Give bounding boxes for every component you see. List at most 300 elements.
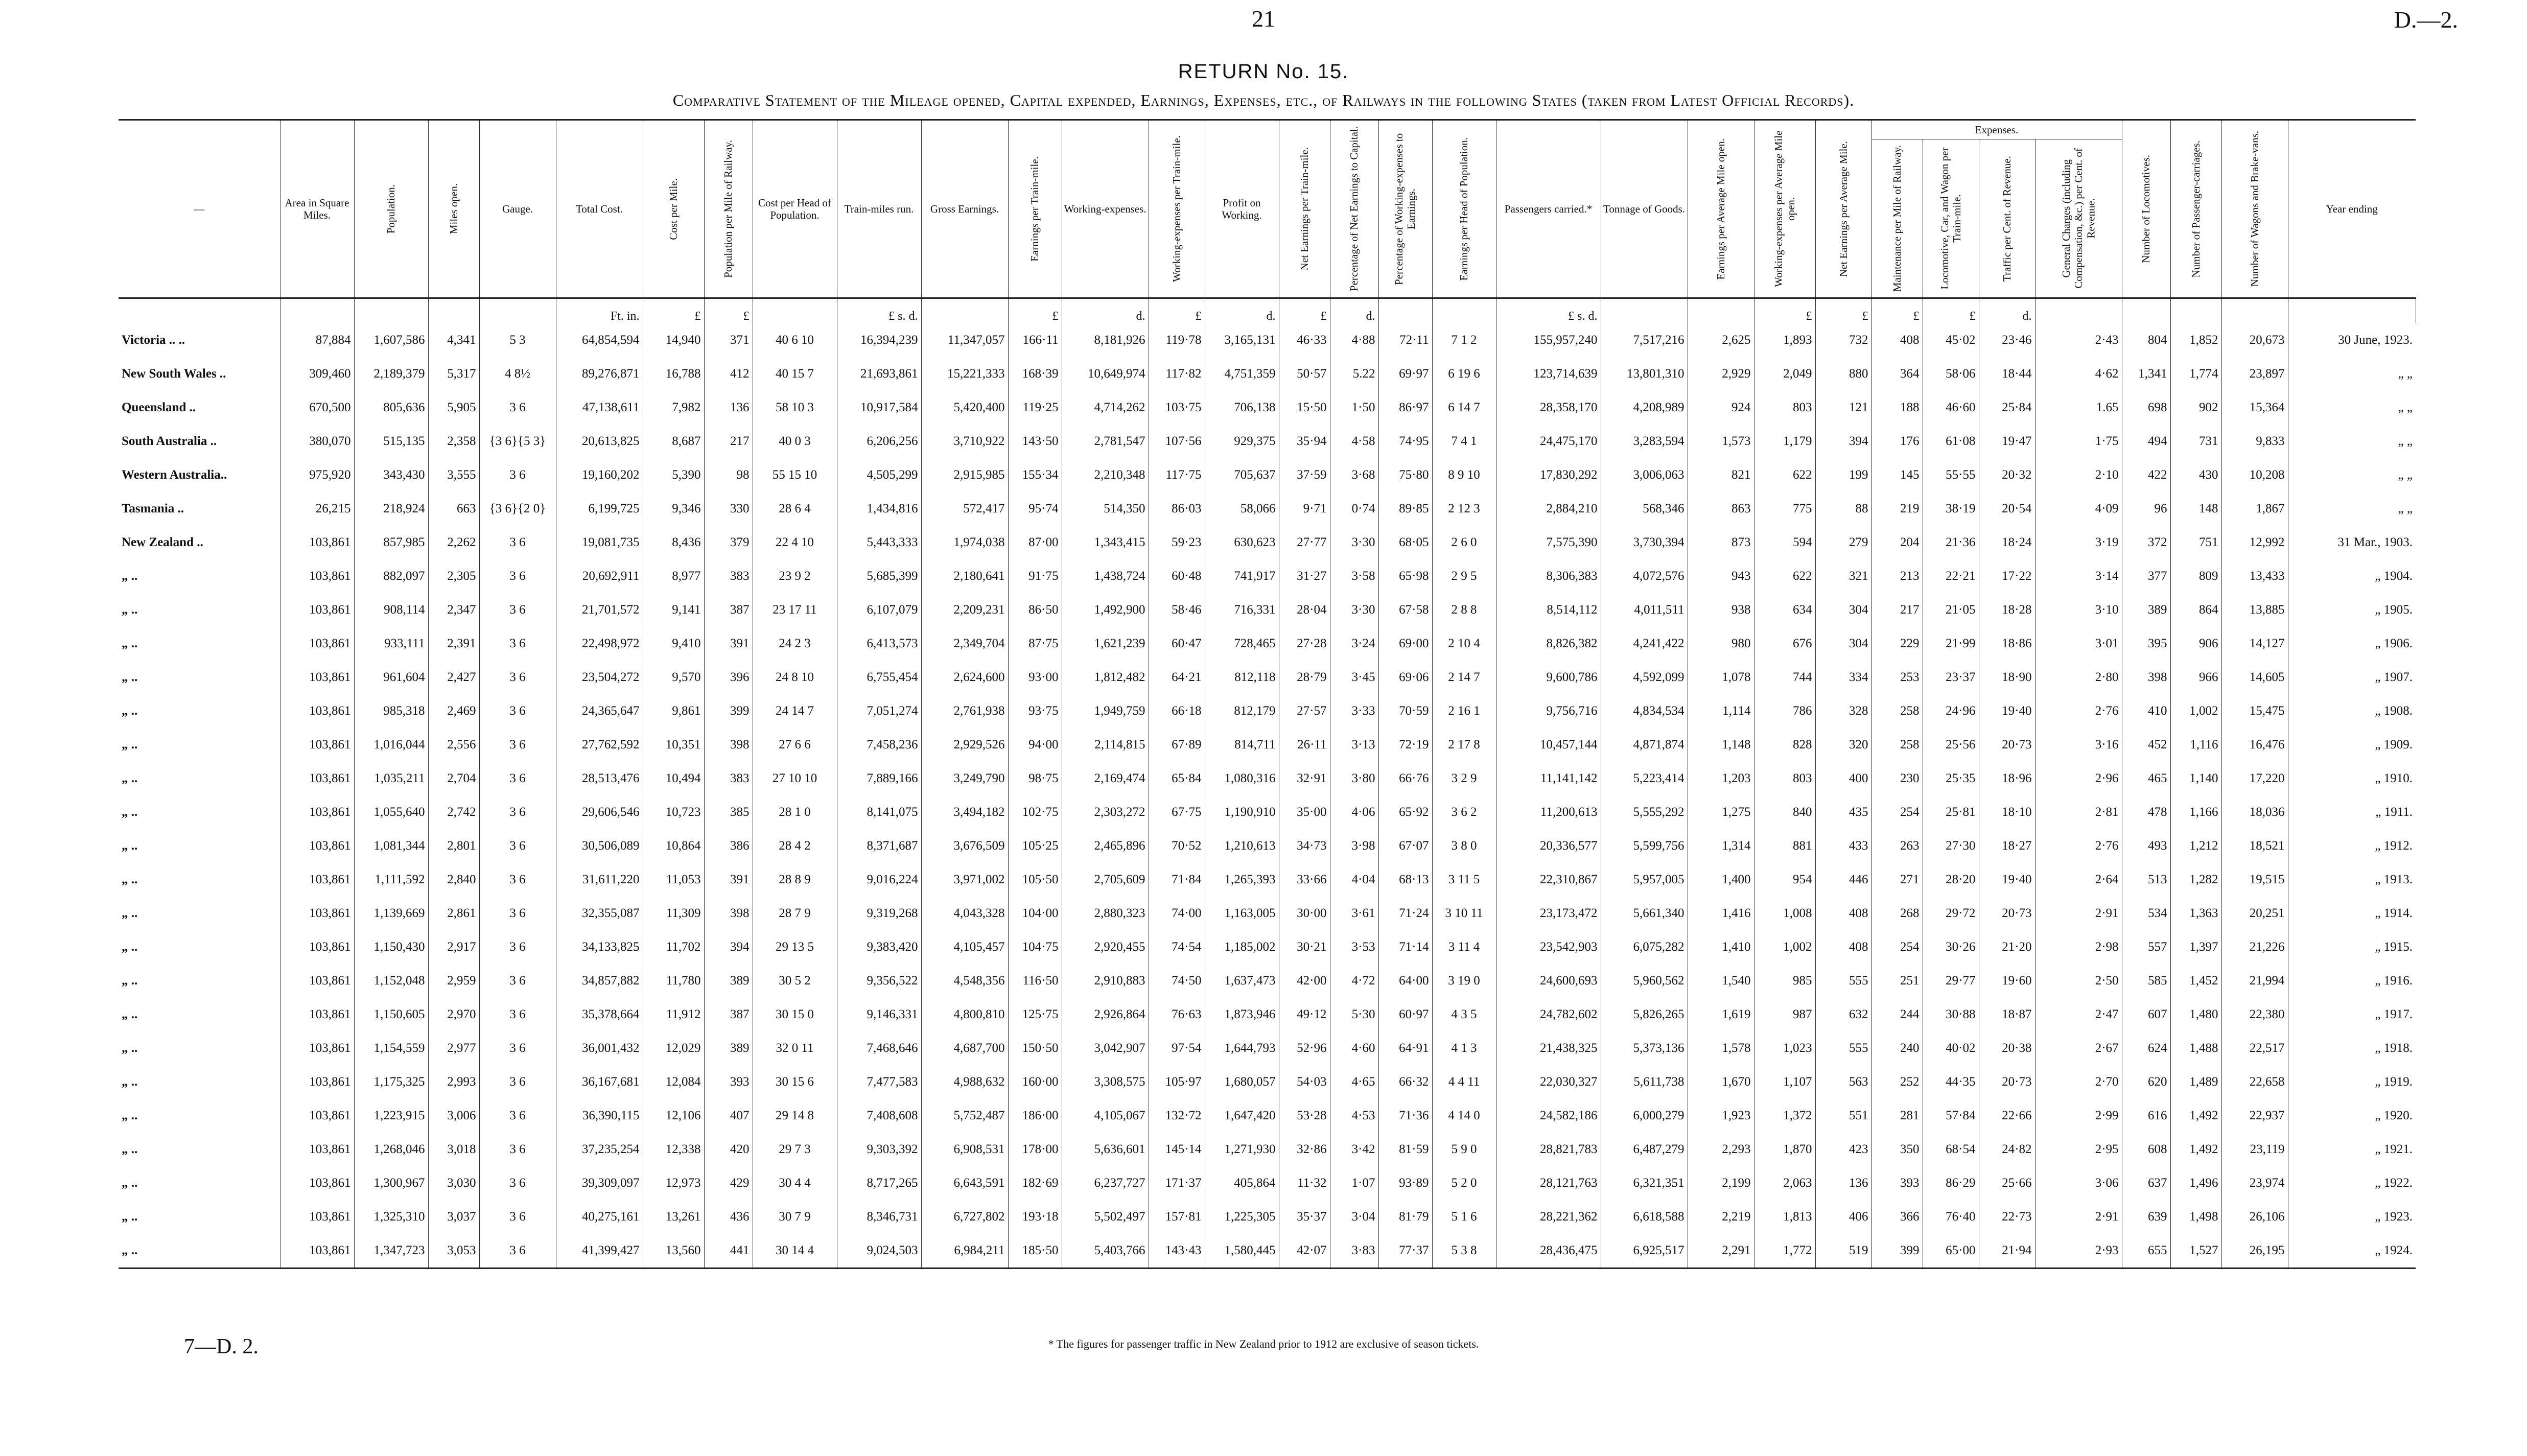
col-area: Area in Square Miles. bbox=[280, 120, 354, 298]
table-cell: 3·33 bbox=[1330, 694, 1378, 728]
table-cell: 103,861 bbox=[280, 998, 354, 1031]
table-cell: 2 10 4 bbox=[1432, 627, 1496, 661]
table-cell: 103,861 bbox=[280, 559, 354, 593]
table-cell: 607 bbox=[2122, 998, 2170, 1031]
col-earnings-per-avg-mile: Earnings per Average Mile open. bbox=[1688, 120, 1754, 298]
table-cell: 519 bbox=[1815, 1234, 1871, 1269]
table-cell: 8,371,687 bbox=[837, 829, 921, 863]
table-cell: 3 6 bbox=[479, 897, 556, 930]
table-cell: 70·52 bbox=[1149, 829, 1205, 863]
table-row bbox=[119, 1065, 2425, 1099]
table-cell: 906 bbox=[2170, 627, 2221, 661]
table-cell: 5,420,400 bbox=[921, 391, 1008, 425]
table-cell: 3,165,131 bbox=[1205, 323, 1279, 357]
state-name-cell: „ .. bbox=[122, 771, 138, 785]
table-cell: 304 bbox=[1815, 593, 1871, 627]
table-cell: 3 6 bbox=[479, 1234, 556, 1269]
table-cell: 2 14 7 bbox=[1432, 661, 1496, 694]
state-name-cell: „ .. bbox=[122, 974, 138, 988]
units-cell: £ bbox=[704, 298, 753, 324]
table-cell: 534 bbox=[2122, 897, 2170, 930]
table-cell: 1,363 bbox=[2170, 897, 2221, 930]
table-cell: 4 8½ bbox=[479, 357, 556, 391]
table-cell: 20·73 bbox=[1979, 1065, 2035, 1099]
table-cell: 7 1 2 bbox=[1432, 323, 1496, 357]
table-cell: {3 6}{2 0} bbox=[479, 492, 556, 526]
table-cell: 40·02 bbox=[1923, 1031, 1979, 1065]
table-cell: 328 bbox=[1815, 694, 1871, 728]
table-cell: 29 14 8 bbox=[753, 1099, 837, 1133]
table-cell: 7,575,390 bbox=[1496, 526, 1601, 559]
table-cell: 3,730,394 bbox=[1601, 526, 1688, 559]
table-cell: 3,676,509 bbox=[921, 829, 1008, 863]
table-cell: 943 bbox=[1688, 559, 1754, 593]
table-cell: 383 bbox=[704, 762, 753, 795]
table-row bbox=[119, 1099, 2425, 1133]
table-cell: 21,994 bbox=[2221, 964, 2288, 998]
col-locomotive-car-wagon: Locomotive, Car, and Wagon per Train-mile. bbox=[1923, 139, 1979, 298]
table-cell: 412 bbox=[704, 357, 753, 391]
table-cell: 5 1 6 bbox=[1432, 1200, 1496, 1234]
table-cell: 22,517 bbox=[2221, 1031, 2288, 1065]
table-row bbox=[119, 492, 2425, 526]
col-population-per-mile: Population per Mile of Railway. bbox=[704, 120, 753, 298]
table-cell: 10,208 bbox=[2221, 458, 2288, 492]
table-cell: 119·78 bbox=[1149, 323, 1205, 357]
table-cell: 655 bbox=[2122, 1234, 2170, 1269]
table-cell: 1,489 bbox=[2170, 1065, 2221, 1099]
table-row bbox=[119, 829, 2425, 863]
table-cell: 398 bbox=[704, 728, 753, 762]
table-cell: 24,600,693 bbox=[1496, 964, 1601, 998]
table-cell: 2,465,896 bbox=[1062, 829, 1149, 863]
table-cell: 21·99 bbox=[1923, 627, 1979, 661]
table-cell: 271 bbox=[1871, 863, 1923, 897]
table-cell: 38·19 bbox=[1923, 492, 1979, 526]
table-cell: 343,430 bbox=[354, 458, 428, 492]
table-cell: 391 bbox=[704, 863, 753, 897]
table-cell: 21,226 bbox=[2221, 930, 2288, 964]
table-cell: 263 bbox=[1871, 829, 1923, 863]
table-cell: 389 bbox=[704, 964, 753, 998]
table-cell: 13,433 bbox=[2221, 559, 2288, 593]
table-cell: 119·25 bbox=[1008, 391, 1062, 425]
table-cell: 71·24 bbox=[1378, 897, 1432, 930]
table-cell: 478 bbox=[2122, 795, 2170, 829]
table-cell: 371 bbox=[704, 323, 753, 357]
table-cell: 716,331 bbox=[1205, 593, 1279, 627]
table-cell: 3,971,002 bbox=[921, 863, 1008, 897]
table-cell: 399 bbox=[1871, 1234, 1923, 1269]
units-cell bbox=[1688, 298, 1754, 324]
year-ending-cell: „ 1918. bbox=[2288, 1031, 2416, 1065]
table-cell: 136 bbox=[1815, 1166, 1871, 1200]
table-cell: 961,604 bbox=[354, 661, 428, 694]
table-cell: 29,606,546 bbox=[556, 795, 643, 829]
table-cell: 6,237,727 bbox=[1062, 1166, 1149, 1200]
table-cell: 104·00 bbox=[1008, 897, 1062, 930]
table-cell: 1,867 bbox=[2221, 492, 2288, 526]
table-cell: 27·77 bbox=[1279, 526, 1330, 559]
table-cell: 5,223,414 bbox=[1601, 762, 1688, 795]
table-cell: 2,427 bbox=[428, 661, 479, 694]
table-cell: 2,742 bbox=[428, 795, 479, 829]
table-cell: 155,957,240 bbox=[1496, 323, 1601, 357]
table-cell: 21,701,572 bbox=[556, 593, 643, 627]
table-cell: 57·84 bbox=[1923, 1099, 1979, 1133]
table-cell: 2,624,600 bbox=[921, 661, 1008, 694]
year-ending-cell: „ 1907. bbox=[2288, 661, 2416, 694]
table-cell: 3 6 bbox=[479, 1065, 556, 1099]
table-cell: 28,358,170 bbox=[1496, 391, 1601, 425]
table-cell: 1,637,473 bbox=[1205, 964, 1279, 998]
table-cell: 45·02 bbox=[1923, 323, 1979, 357]
table-cell: 107·56 bbox=[1149, 425, 1205, 458]
table-cell: 11,912 bbox=[643, 998, 704, 1031]
table-cell: 20,673 bbox=[2221, 323, 2288, 357]
table-cell: 5,960,562 bbox=[1601, 964, 1688, 998]
table-cell: 21,438,325 bbox=[1496, 1031, 1601, 1065]
table-cell: 44·35 bbox=[1923, 1065, 1979, 1099]
table-cell: 7 4 1 bbox=[1432, 425, 1496, 458]
table-cell: 91·75 bbox=[1008, 559, 1062, 593]
table-cell: 31·27 bbox=[1279, 559, 1330, 593]
table-cell: 1,023 bbox=[1754, 1031, 1815, 1065]
table-cell: 64,854,594 bbox=[556, 323, 643, 357]
table-cell: 35·37 bbox=[1279, 1200, 1330, 1234]
table-cell: 364 bbox=[1871, 357, 1923, 391]
table-cell: 94·00 bbox=[1008, 728, 1062, 762]
table-cell: 975,920 bbox=[280, 458, 354, 492]
table-cell: 555 bbox=[1815, 964, 1871, 998]
table-cell: 4,592,099 bbox=[1601, 661, 1688, 694]
table-cell: 3,037 bbox=[428, 1200, 479, 1234]
table-row bbox=[119, 559, 2425, 593]
table-cell: 18,521 bbox=[2221, 829, 2288, 863]
table-cell: 880 bbox=[1815, 357, 1871, 391]
table-cell: 1,434,816 bbox=[837, 492, 921, 526]
table-cell: 1·07 bbox=[1330, 1166, 1378, 1200]
table-cell: 1,275 bbox=[1688, 795, 1754, 829]
table-cell: 394 bbox=[1815, 425, 1871, 458]
table-cell: 16,788 bbox=[643, 357, 704, 391]
table-cell: 585 bbox=[2122, 964, 2170, 998]
table-cell: 5 9 0 bbox=[1432, 1133, 1496, 1166]
table-cell: 1,812,482 bbox=[1062, 661, 1149, 694]
table-cell: 143·43 bbox=[1149, 1234, 1205, 1269]
table-cell: 20,251 bbox=[2221, 897, 2288, 930]
table-row bbox=[119, 1234, 2425, 1269]
table-cell: 572,417 bbox=[921, 492, 1008, 526]
table-cell: 1,492 bbox=[2170, 1099, 2221, 1133]
table-cell: 86·29 bbox=[1923, 1166, 1979, 1200]
table-cell: 9,410 bbox=[643, 627, 704, 661]
table-cell: 25·56 bbox=[1923, 728, 1979, 762]
table-cell: 809 bbox=[2170, 559, 2221, 593]
table-cell: 3·16 bbox=[2035, 728, 2122, 762]
table-cell: 26,106 bbox=[2221, 1200, 2288, 1234]
table-cell: 217 bbox=[1871, 593, 1923, 627]
table-cell: 15·50 bbox=[1279, 391, 1330, 425]
table-cell: 6,487,279 bbox=[1601, 1133, 1688, 1166]
table-cell: 4·58 bbox=[1330, 425, 1378, 458]
table-cell: 7,458,236 bbox=[837, 728, 921, 762]
table-cell: 624 bbox=[2122, 1031, 2170, 1065]
table-cell: 24,582,186 bbox=[1496, 1099, 1601, 1133]
table-cell: 1,527 bbox=[2170, 1234, 2221, 1269]
table-cell: 20·73 bbox=[1979, 897, 2035, 930]
col-wagons: Number of Wagons and Brake-vans. bbox=[2221, 120, 2288, 298]
table-cell: 1.65 bbox=[2035, 391, 2122, 425]
table-cell: 10,723 bbox=[643, 795, 704, 829]
table-row bbox=[119, 661, 2425, 694]
table-cell: 396 bbox=[704, 661, 753, 694]
table-cell: 1,488 bbox=[2170, 1031, 2221, 1065]
state-name-cell: „ .. bbox=[122, 839, 138, 853]
table-cell: 176 bbox=[1871, 425, 1923, 458]
table-cell: 6 14 7 bbox=[1432, 391, 1496, 425]
table-cell: 18·28 bbox=[1979, 593, 2035, 627]
table-cell: 493 bbox=[2122, 829, 2170, 863]
table-cell: 58·46 bbox=[1149, 593, 1205, 627]
table-cell: 2,970 bbox=[428, 998, 479, 1031]
table-cell: 5,390 bbox=[643, 458, 704, 492]
table-row bbox=[119, 593, 2425, 627]
table-cell: 864 bbox=[2170, 593, 2221, 627]
year-ending-cell: „ 1916. bbox=[2288, 964, 2416, 998]
units-cell: d. bbox=[1330, 298, 1378, 324]
table-cell: 49·12 bbox=[1279, 998, 1330, 1031]
table-cell: 74·95 bbox=[1378, 425, 1432, 458]
table-cell: 3 6 bbox=[479, 930, 556, 964]
state-name-cell: „ .. bbox=[122, 603, 138, 617]
table-cell: 8 9 10 bbox=[1432, 458, 1496, 492]
table-cell: 2,959 bbox=[428, 964, 479, 998]
table-cell: 8,181,926 bbox=[1062, 323, 1149, 357]
table-cell: 20,336,577 bbox=[1496, 829, 1601, 863]
units-row bbox=[119, 298, 2425, 324]
table-cell: 1·50 bbox=[1330, 391, 1378, 425]
table-cell: 74·54 bbox=[1149, 930, 1205, 964]
state-name-cell: „ .. bbox=[122, 569, 138, 583]
table-cell: 71·14 bbox=[1378, 930, 1432, 964]
table-cell: 88 bbox=[1815, 492, 1871, 526]
table-cell: 387 bbox=[704, 593, 753, 627]
table-cell: 15,475 bbox=[2221, 694, 2288, 728]
table-cell: 3 6 bbox=[479, 762, 556, 795]
table-cell: 24,782,602 bbox=[1496, 998, 1601, 1031]
table-cell: 199 bbox=[1815, 458, 1871, 492]
table-cell: 103,861 bbox=[280, 593, 354, 627]
table-cell: 230 bbox=[1871, 762, 1923, 795]
table-cell: 805,636 bbox=[354, 391, 428, 425]
year-ending-cell: „ „ bbox=[2288, 425, 2416, 458]
table-cell: 75·80 bbox=[1378, 458, 1432, 492]
table-cell: 1,185,002 bbox=[1205, 930, 1279, 964]
table-cell: 1,080,316 bbox=[1205, 762, 1279, 795]
table-cell: 386 bbox=[704, 829, 753, 863]
table-cell: 76·40 bbox=[1923, 1200, 1979, 1234]
table-cell: 2·81 bbox=[2035, 795, 2122, 829]
table-cell: 1,372 bbox=[1754, 1099, 1815, 1133]
table-cell: 27 6 6 bbox=[753, 728, 837, 762]
table-cell: 258 bbox=[1871, 728, 1923, 762]
table-cell: 30·00 bbox=[1279, 897, 1330, 930]
year-ending-cell: „ 1914. bbox=[2288, 897, 2416, 930]
table-cell: 1,438,724 bbox=[1062, 559, 1149, 593]
state-name-cell: „ .. bbox=[122, 670, 138, 684]
table-cell: 35·94 bbox=[1279, 425, 1330, 458]
table-cell: 2,926,864 bbox=[1062, 998, 1149, 1031]
table-cell: 3·68 bbox=[1330, 458, 1378, 492]
table-cell: 145 bbox=[1871, 458, 1923, 492]
table-cell: 12,992 bbox=[2221, 526, 2288, 559]
table-cell: 23 17 11 bbox=[753, 593, 837, 627]
table-cell: 117·82 bbox=[1149, 357, 1205, 391]
table-cell: 103,861 bbox=[280, 795, 354, 829]
table-cell: 103,861 bbox=[280, 1200, 354, 1234]
table-cell: 985,318 bbox=[354, 694, 428, 728]
table-cell: 1,265,393 bbox=[1205, 863, 1279, 897]
table-cell: 2,977 bbox=[428, 1031, 479, 1065]
table-cell: 2,169,474 bbox=[1062, 762, 1149, 795]
units-cell bbox=[2122, 298, 2170, 324]
table-cell: 39,309,097 bbox=[556, 1166, 643, 1200]
table-cell: 17·22 bbox=[1979, 559, 2035, 593]
table-cell: 30·26 bbox=[1923, 930, 1979, 964]
table-cell: 27·30 bbox=[1923, 829, 1979, 863]
table-cell: 304 bbox=[1815, 627, 1871, 661]
units-cell: £ bbox=[1008, 298, 1062, 324]
table-cell: 2,293 bbox=[1688, 1133, 1754, 1166]
table-cell: 4 14 0 bbox=[1432, 1099, 1496, 1133]
table-row bbox=[119, 863, 2425, 897]
table-cell: 12,084 bbox=[643, 1065, 704, 1099]
table-cell: 30 15 0 bbox=[753, 998, 837, 1031]
table-cell: 2,761,938 bbox=[921, 694, 1008, 728]
table-cell: 229 bbox=[1871, 627, 1923, 661]
year-ending-cell: „ 1919. bbox=[2288, 1065, 2416, 1099]
table-cell: 5,905 bbox=[428, 391, 479, 425]
table-cell: 908,114 bbox=[354, 593, 428, 627]
table-cell: 26·11 bbox=[1279, 728, 1330, 762]
table-cell: 3 6 bbox=[479, 1099, 556, 1133]
table-cell: 28 7 9 bbox=[753, 897, 837, 930]
table-cell: 698 bbox=[2122, 391, 2170, 425]
table-cell: 637 bbox=[2122, 1166, 2170, 1200]
table-cell: 103,861 bbox=[280, 897, 354, 930]
table-cell: 2,884,210 bbox=[1496, 492, 1601, 526]
table-cell: 103,861 bbox=[280, 1065, 354, 1099]
table-cell: 18,036 bbox=[2221, 795, 2288, 829]
table-cell: 46·60 bbox=[1923, 391, 1979, 425]
table-cell: 14,605 bbox=[2221, 661, 2288, 694]
table-cell: 96 bbox=[2122, 492, 2170, 526]
table-cell: 4 4 11 bbox=[1432, 1065, 1496, 1099]
table-cell: 1,573 bbox=[1688, 425, 1754, 458]
table-cell: 1,314 bbox=[1688, 829, 1754, 863]
table-cell: 1,923 bbox=[1688, 1099, 1754, 1133]
table-cell: 22,498,972 bbox=[556, 627, 643, 661]
table-row bbox=[119, 425, 2425, 458]
table-cell: 2 8 8 bbox=[1432, 593, 1496, 627]
table-cell: 19·60 bbox=[1979, 964, 2035, 998]
table-cell: 34,133,825 bbox=[556, 930, 643, 964]
table-cell: 240 bbox=[1871, 1031, 1923, 1065]
table-cell: 3·01 bbox=[2035, 627, 2122, 661]
table-cell: 1,190,910 bbox=[1205, 795, 1279, 829]
table-cell: 7,468,646 bbox=[837, 1031, 921, 1065]
state-name-cell: Western Australia.. bbox=[122, 468, 227, 482]
table-cell: 26,195 bbox=[2221, 1234, 2288, 1269]
table-cell: 568,346 bbox=[1601, 492, 1688, 526]
table-cell: 2·91 bbox=[2035, 897, 2122, 930]
table-cell: 193·18 bbox=[1008, 1200, 1062, 1234]
table-cell: 93·89 bbox=[1378, 1166, 1432, 1200]
table-cell: 186·00 bbox=[1008, 1099, 1062, 1133]
table-cell: 24 8 10 bbox=[753, 661, 837, 694]
table-cell: 2,303,272 bbox=[1062, 795, 1149, 829]
table-cell: 1,078 bbox=[1688, 661, 1754, 694]
table-cell: 2,063 bbox=[1754, 1166, 1815, 1200]
table-cell: 16,476 bbox=[2221, 728, 2288, 762]
table-cell: 515,135 bbox=[354, 425, 428, 458]
table-cell: 28,513,476 bbox=[556, 762, 643, 795]
table-cell: 380,070 bbox=[280, 425, 354, 458]
state-name-cell: South Australia .. bbox=[122, 434, 217, 448]
table-cell: 18·87 bbox=[1979, 998, 2035, 1031]
table-cell: 2,861 bbox=[428, 897, 479, 930]
col-passenger-carriages: Number of Passenger-carriages. bbox=[2170, 120, 2221, 298]
year-ending-cell: „ 1917. bbox=[2288, 998, 2416, 1031]
table-cell: 5,826,265 bbox=[1601, 998, 1688, 1031]
table-cell: 9·71 bbox=[1279, 492, 1330, 526]
table-cell: 2 6 0 bbox=[1432, 526, 1496, 559]
table-cell: 98·75 bbox=[1008, 762, 1062, 795]
table-cell: 28,436,475 bbox=[1496, 1234, 1601, 1269]
table-cell: 125·75 bbox=[1008, 998, 1062, 1031]
table-cell: 2·64 bbox=[2035, 863, 2122, 897]
state-name-cell: „ .. bbox=[122, 873, 138, 886]
table-cell: 9,319,268 bbox=[837, 897, 921, 930]
table-cell: 3·14 bbox=[2035, 559, 2122, 593]
table-cell: 4,341 bbox=[428, 323, 479, 357]
table-cell: 366 bbox=[1871, 1200, 1923, 1234]
table-cell: 19·40 bbox=[1979, 694, 2035, 728]
table-cell: 1,480 bbox=[2170, 998, 2221, 1031]
table-cell: 1,949,759 bbox=[1062, 694, 1149, 728]
table-cell: 6,413,573 bbox=[837, 627, 921, 661]
table-cell: 30 7 9 bbox=[753, 1200, 837, 1234]
table-cell: 5,611,738 bbox=[1601, 1065, 1688, 1099]
table-cell: 2·96 bbox=[2035, 762, 2122, 795]
table-cell: 28 6 4 bbox=[753, 492, 837, 526]
table-cell: 4,714,262 bbox=[1062, 391, 1149, 425]
table-cell: 204 bbox=[1871, 526, 1923, 559]
units-cell: £ bbox=[1871, 298, 1923, 324]
table-cell: 58 10 3 bbox=[753, 391, 837, 425]
table-cell: 4,072,576 bbox=[1601, 559, 1688, 593]
table-cell: 1,212 bbox=[2170, 829, 2221, 863]
table-cell: 71·36 bbox=[1378, 1099, 1432, 1133]
table-cell: 11,200,613 bbox=[1496, 795, 1601, 829]
table-body bbox=[119, 298, 2425, 1269]
table-cell: 1,343,415 bbox=[1062, 526, 1149, 559]
table-cell: 3·42 bbox=[1330, 1133, 1378, 1166]
table-cell: 10,917,584 bbox=[837, 391, 921, 425]
col-net-earnings-per-train-mile: Net Earnings per Train-mile. bbox=[1279, 120, 1330, 298]
table-cell: 9,146,331 bbox=[837, 998, 921, 1031]
